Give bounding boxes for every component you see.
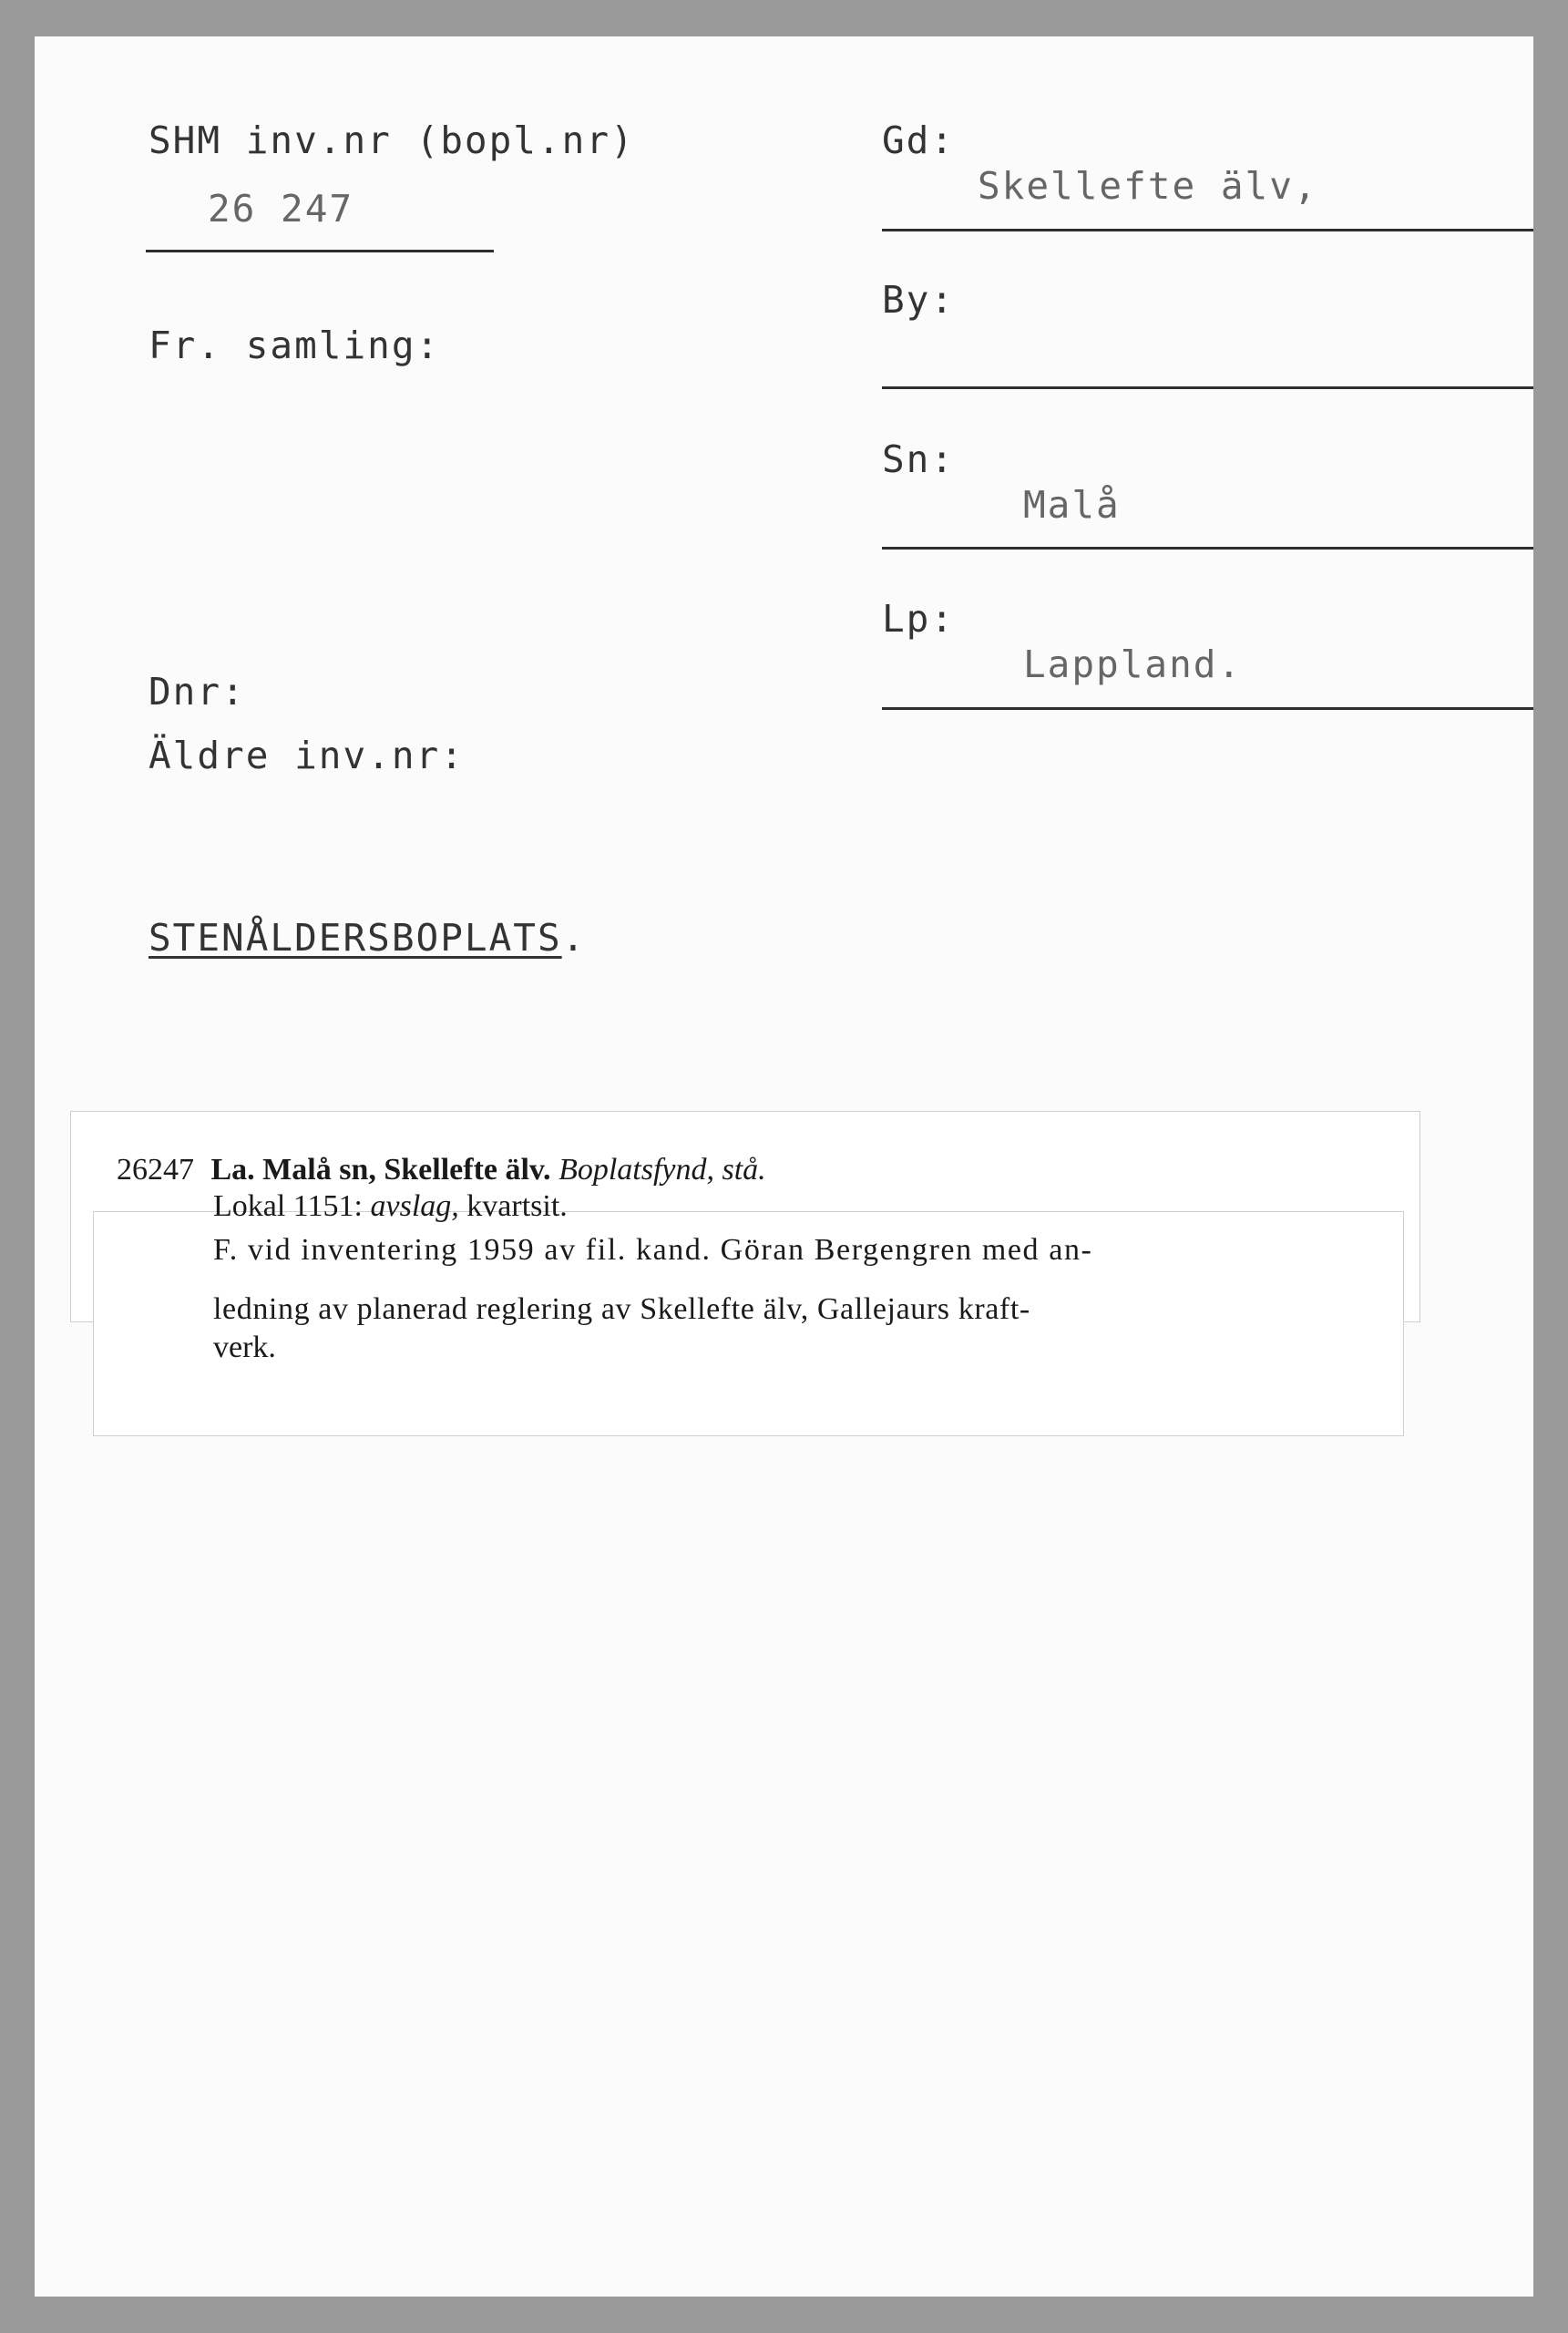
clipping-line-3: F. vid inventering 1959 av fil. kand. Göran Bergengren med an- [213, 1233, 1093, 1267]
gd-value: Skellefte älv, [978, 164, 1318, 208]
clipping-line-4: ledning av planerad reglering av Skellefte älv, Gallejaurs kraft- [213, 1292, 1030, 1326]
clipping-line2-italic: avslag, [370, 1189, 459, 1223]
catalog-card [35, 36, 1533, 2297]
category-suffix: . [561, 916, 587, 960]
gd-rule [882, 229, 1533, 231]
gd-label: Gd: [882, 118, 956, 162]
sn-value: Malå [1023, 483, 1121, 527]
aldre-inv-label: Äldre inv.nr: [149, 734, 465, 777]
inventory-number-label: SHM inv.nr (bopl.nr) [149, 118, 635, 162]
by-rule [882, 386, 1533, 389]
clipping-line-5: verk. [213, 1331, 276, 1364]
inventory-underline [146, 250, 494, 252]
dnr-label: Dnr: [149, 670, 246, 714]
sn-rule [882, 547, 1533, 550]
lp-rule [882, 707, 1533, 710]
fr-samling-label: Fr. samling: [149, 324, 441, 367]
clipping-line2-rest: kvartsit. [466, 1189, 568, 1223]
clipping-bold-head: La. Malå sn, Skellefte älv. [210, 1153, 551, 1187]
clipping-number: 26247 [117, 1153, 194, 1187]
lp-value: Lappland. [1023, 642, 1243, 686]
sn-label: Sn: [882, 437, 956, 481]
lp-label: Lp: [882, 597, 956, 641]
clipping-italic-head: Boplatsfynd, stå. [559, 1153, 766, 1187]
clipping-line2-prefix: Lokal 1151: [213, 1189, 363, 1223]
by-label: By: [882, 278, 956, 322]
clipping-line-1 [117, 1153, 766, 1187]
clipping-line-2 [213, 1189, 568, 1224]
category-text: STENÅLDERSBOPLATS [149, 916, 562, 960]
category-heading [149, 916, 586, 960]
inventory-number-value: 26 247 [208, 187, 354, 231]
